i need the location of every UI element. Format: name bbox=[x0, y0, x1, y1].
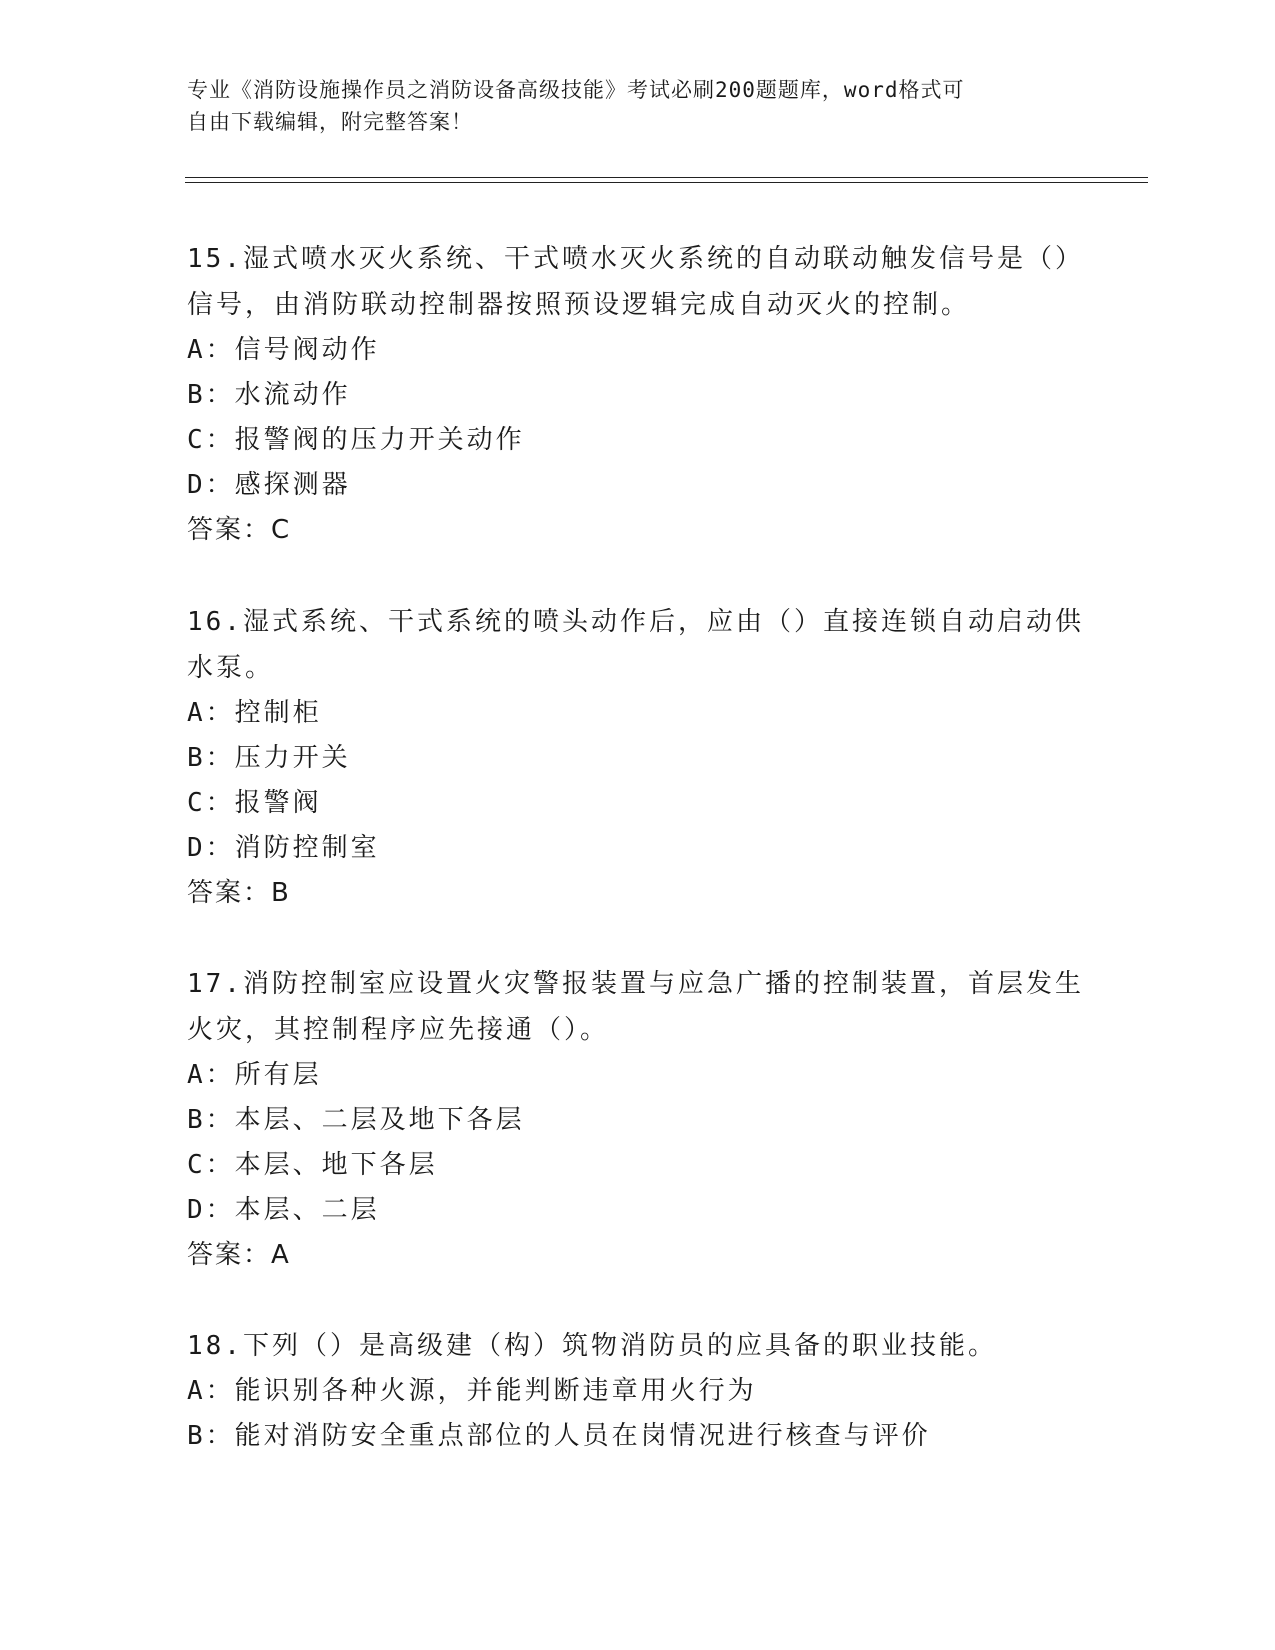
header-title-line-1: 专业《消防设施操作员之消防设备高级技能》考试必刷200题题库，word格式可 bbox=[187, 78, 965, 102]
header-divider-bottom bbox=[185, 182, 1148, 183]
question-stem bbox=[187, 1323, 1087, 1369]
answer-label: 答案：C bbox=[187, 515, 292, 545]
header-divider-top bbox=[185, 177, 1148, 178]
question-stem bbox=[187, 599, 1087, 691]
option-a: A：所有层 bbox=[187, 1060, 322, 1090]
question-17 bbox=[187, 961, 1087, 1278]
question-stem-line-1: 17.消防控制室应设置火灾警报装置与应急广播的控制装置，首层发生 bbox=[187, 969, 1084, 999]
option-c: C：本层、地下各层 bbox=[187, 1150, 438, 1180]
question-stem-line-1: 18.下列（）是高级建（构）筑物消防员的应具备的职业技能。 bbox=[187, 1331, 997, 1361]
option-a: A：能识别各种火源，并能判断违章用火行为 bbox=[187, 1376, 757, 1406]
option-a: A：控制柜 bbox=[187, 698, 322, 728]
document-header bbox=[187, 74, 1087, 138]
answer-label: 答案：B bbox=[187, 878, 291, 908]
option-b: B：压力开关 bbox=[187, 743, 351, 773]
question-stem-line-1: 16.湿式系统、干式系统的喷头动作后，应由（）直接连锁自动启动供 bbox=[187, 607, 1084, 637]
question-stem bbox=[187, 236, 1087, 328]
question-stem-line-2: 水泵。 bbox=[187, 653, 275, 683]
option-b: B：本层、二层及地下各层 bbox=[187, 1105, 525, 1135]
question-stem bbox=[187, 961, 1087, 1053]
question-15 bbox=[187, 236, 1087, 553]
option-b: B：能对消防安全重点部位的人员在岗情况进行核查与评价 bbox=[187, 1421, 931, 1451]
option-d: D：感探测器 bbox=[187, 470, 351, 500]
header-title-line-2: 自由下载编辑，附完整答案！ bbox=[187, 110, 473, 134]
question-16 bbox=[187, 599, 1087, 916]
option-d: D：消防控制室 bbox=[187, 833, 380, 863]
option-d: D：本层、二层 bbox=[187, 1195, 380, 1225]
option-b: B：水流动作 bbox=[187, 380, 351, 410]
question-stem-line-2: 火灾，其控制程序应先接通（）。 bbox=[187, 1015, 610, 1045]
option-c: C：报警阀 bbox=[187, 788, 322, 818]
question-18 bbox=[187, 1323, 1087, 1459]
answer-label: 答案：A bbox=[187, 1240, 291, 1270]
question-stem-line-1: 15.湿式喷水灭火系统、干式喷水灭火系统的自动联动触发信号是（） bbox=[187, 244, 1084, 274]
option-c: C：报警阀的压力开关动作 bbox=[187, 425, 525, 455]
option-a: A：信号阀动作 bbox=[187, 335, 380, 365]
question-stem-line-2: 信号，由消防联动控制器按照预设逻辑完成自动灭火的控制。 bbox=[187, 290, 971, 320]
